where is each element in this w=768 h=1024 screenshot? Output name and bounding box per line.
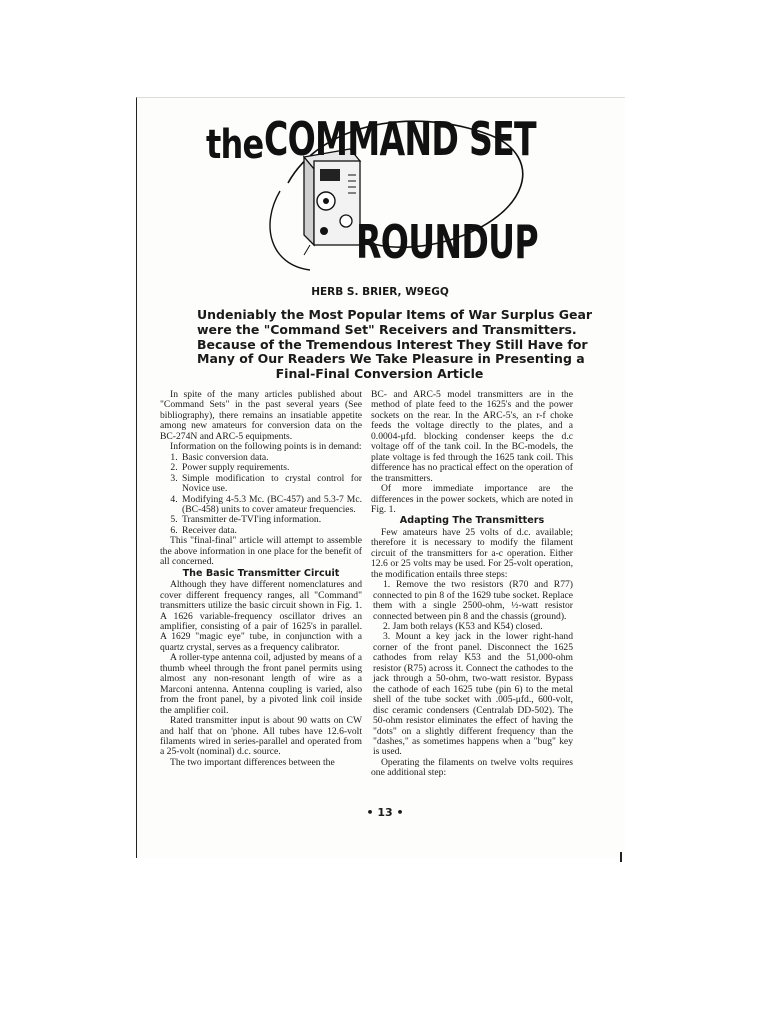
list-item: 5. Transmitter de-TVI'ing information. [180,515,362,525]
body-paragraph: A roller-type antenna coil, adjusted by means of a thumb wheel through the front panel permits using almost any non-resonant length of wire as a Marconi antenna. Antenna coupling is varied, also from the front panel, by a pivoted link coil inside the amplifier coil. [160,652,362,716]
body-paragraph: Few amateurs have 25 volts of d.c. available; therefore it is necessary to modify the filament circuit of the transmitters for a-c operation. Either 12.6 or 25 volts may be used. For 25-volt operation, the modification entails three steps: [371,526,573,580]
closing-paragraph: Operating the filaments on twelve volts requires one additional step: [371,756,573,779]
step-item: 3. Mount a key jack in the lower right-hand corner of the front panel. Disconnect the 1625 cathodes from relay K53 and the 51,000-ohm resistor (R75) across it. Connect the cathodes to the jack through a 50-ohm, two-watt resistor. Bypass the cathode of each 1625 tube (pin 6) to the metal shell of the tube socket with .005-μfd., 600-volt, disc ceramic condensers (Centralab DD-502). The 50-ohm resistor eliminates the effect of having the "dots" on a slightly different frequency than the "dashes," as sometimes happens when a "bug" key is used. [373,631,573,758]
topics-list [160,453,362,537]
title-the: the [206,122,264,168]
scan-mark [620,852,622,862]
body-paragraph: Rated transmitter input is about 90 watts on CW and half that on 'phone. All tubes have 12.6-volt filaments wired in series-parallel and operated from a 25-volt (nominal) d.c. source. [160,715,362,758]
subtitle-line: Final-Final Conversion Article [275,366,484,382]
subtitle-line: Many of Our Readers We Take Pleasure in Presenting a [197,351,585,367]
steps-list [371,580,573,758]
page-number: • 13 • [366,806,404,819]
list-item: 6. Receiver data. [180,526,362,536]
subtitle-line: Because of the Tremendous Interest They Still Have for [197,336,588,352]
subtitle-line: were the "Command Set" Receivers and Transmitters. [197,321,577,337]
left-column [160,390,362,768]
body-paragraph: Although they have different nomenclatures and cover different frequency ranges, all "Command" transmitters utilize the basic circuit shown in Fig. 1. A 1626 variable-frequency oscillator drives an amplifier, consisting of a pair of 1625's in parallel. A 1629 "magic eye" tube, in conjunction with a quartz crystal, serves as a frequency calibrator. [160,579,362,653]
after-list-paragraph: This "final-final" article will attempt to assemble the above information in one place for the benefit of all concerned. [160,535,362,568]
right-column [371,390,573,779]
intro-paragraph: In spite of the many articles published about "Command Sets" in the past several years (See bibliography), there remains an insatiable appetite among new amateurs for conversion data on the BC-274N and ARC-5 equipments. [160,389,362,442]
list-item: 2. Power supply requirements. [180,463,362,473]
list-item: 1. Basic conversion data. [180,453,362,463]
body-paragraph: The two important differences between the [170,756,335,768]
body-paragraph: Of more immediate importance are the differences in the power sockets, which are noted in Fig. 1. [371,483,573,515]
subtitle-line: Undeniably the Most Popular Items of War Surplus Gear [197,307,593,322]
list-item: 4. Modifying 4-5.3 Mc. (BC-457) and 5.3-7 Mc. (BC-458) units to cover amateur frequencies. [180,495,362,516]
title-command-set: COMMAND SET [264,112,536,166]
list-lead: Information on the following points is in demand: [170,441,362,453]
step-item: 1. Remove the two resistors (R70 and R77) connected to pin 8 of the 1629 tube socket. Replace them with a single 2500-ohm, ½-watt resistor connected between pin 8 and the chassis (ground). [373,579,573,622]
author-byline: HERB S. BRIER, W9EGQ [311,286,449,298]
list-item: 3. Simple modification to crystal control for Novice use. [180,474,362,495]
section-heading: Adapting The Transmitters [399,515,545,527]
article-subtitle [197,307,593,382]
body-paragraph: BC- and ARC-5 model transmitters are in the method of plate feed to the 1625's and the power sockets on the rear. In the ARC-5's, an r-f choke feeds the voltage directly to the plates, and a 0.0004-μfd. blocking condenser keeps the d.c voltage off of the tank coil. In the BC-models, the plate voltage is fed through the 1625 tank coil. This difference has no practical effect on the operation of the transmitters. [371,389,573,484]
title-roundup: ROUNDUP [356,215,538,269]
section-heading: The Basic Transmitter Circuit [182,567,340,579]
step-item: 2. Jam both relays (K53 and K54) closed. [383,620,543,632]
